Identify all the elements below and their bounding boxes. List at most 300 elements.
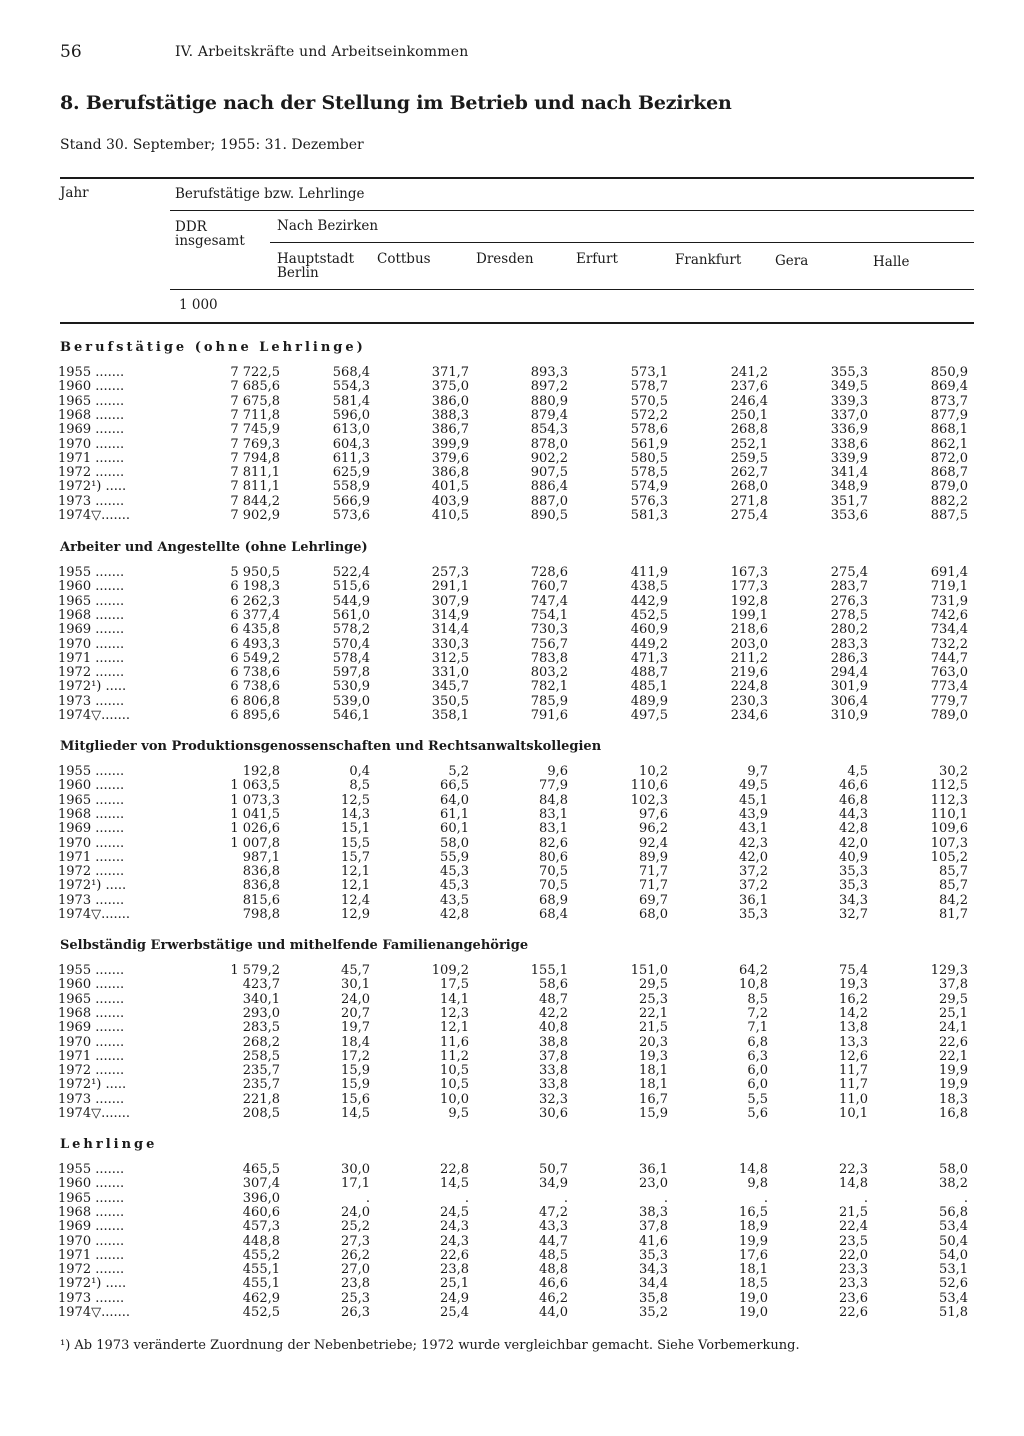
cell-district: 46,6 — [539, 1276, 568, 1292]
table-row — [58, 407, 968, 423]
cell-district: 410,5 — [431, 508, 469, 523]
cell-district: 75,4 — [839, 963, 868, 978]
cell-district: 19,9 — [939, 1077, 968, 1093]
cell-district: . — [763, 1190, 768, 1206]
cell-district: 107,3 — [930, 835, 968, 851]
cell-district: 42,8 — [839, 821, 868, 837]
cell-district: 22,6 — [839, 1305, 868, 1320]
cell-district: 15,9 — [639, 1106, 668, 1121]
cell-district: . — [365, 1190, 370, 1206]
cell-district: 14,8 — [839, 1176, 868, 1192]
cell-district: 25,2 — [341, 1219, 370, 1235]
cell-district: 25,4 — [440, 1305, 469, 1320]
cell-district: 37,8 — [939, 977, 968, 993]
cell-ddr: 798,8 — [242, 907, 280, 922]
cell-district: 893,3 — [530, 365, 568, 380]
cell-ddr: 7 722,5 — [230, 365, 280, 380]
cell-district: 734,4 — [930, 622, 968, 638]
cell-district: 294,4 — [830, 665, 868, 681]
cell-district: 341,4 — [830, 465, 868, 481]
cell-district: 42,8 — [440, 907, 469, 922]
cell-ddr: 423,7 — [242, 977, 280, 993]
cell-district: 70,5 — [539, 864, 568, 880]
cell-district: 24,3 — [440, 1233, 469, 1249]
table-row — [58, 806, 968, 822]
cell-district: 613,0 — [332, 422, 370, 438]
cell-district: 763,0 — [930, 665, 968, 681]
cell-district: 561,9 — [630, 436, 668, 452]
cell-district: 112,3 — [930, 792, 968, 808]
cell-district: 218,6 — [730, 622, 768, 638]
cell-district: 43,3 — [539, 1219, 568, 1235]
cell-district: 23,3 — [839, 1262, 868, 1278]
row-year: 1972¹) ..... — [58, 480, 127, 495]
cell-district: 386,8 — [431, 465, 469, 481]
cell-district: 110,6 — [630, 778, 668, 794]
cell-district: 6,8 — [747, 1034, 768, 1050]
cell-district: 268,8 — [730, 422, 768, 438]
header-rule-top — [60, 177, 974, 179]
cell-district: 16,7 — [639, 1091, 668, 1107]
row-year: 1965 ....... — [58, 394, 125, 409]
cell-district: 719,1 — [930, 579, 968, 595]
cell-district: 488,7 — [630, 665, 668, 681]
cell-district: 43,5 — [440, 892, 469, 908]
cell-ddr: 452,5 — [242, 1305, 280, 1320]
cell-district: 449,2 — [630, 636, 668, 652]
cell-district: 51,8 — [939, 1305, 968, 1320]
table-row — [58, 1290, 968, 1306]
cell-district: 105,2 — [930, 849, 968, 865]
table-row — [58, 1020, 968, 1036]
cell-ddr: 6 435,8 — [230, 622, 280, 638]
table-row — [58, 878, 968, 894]
cell-district: 401,5 — [431, 479, 469, 495]
row-year: 1973 ....... — [58, 494, 125, 509]
header-rule-bottom — [60, 322, 974, 324]
table-row — [58, 450, 968, 466]
row-year: 1971 ....... — [58, 1049, 125, 1064]
row-year: 1960 ....... — [58, 1177, 125, 1192]
cell-district: 12,1 — [341, 878, 370, 894]
cell-ddr: 6 895,6 — [230, 708, 280, 723]
cell-ddr: 6 549,2 — [230, 650, 280, 666]
cell-district: 35,2 — [639, 1305, 668, 1320]
row-year: 1960 ....... — [58, 380, 125, 395]
cell-district: 345,7 — [431, 679, 469, 695]
cell-district: 24,9 — [440, 1290, 469, 1306]
cell-district: 34,3 — [639, 1262, 668, 1278]
cell-ddr: 448,8 — [242, 1233, 280, 1249]
cell-district: 337,0 — [830, 407, 868, 423]
cell-district: 109,2 — [431, 963, 469, 978]
cell-district: 850,9 — [930, 365, 968, 380]
cell-district: 9,6 — [547, 764, 568, 779]
cell-district: 19,9 — [939, 1063, 968, 1079]
row-year: 1969 ....... — [58, 822, 125, 837]
row-year: 1972¹) ..... — [58, 879, 127, 894]
cell-district: 887,0 — [530, 493, 568, 509]
table-row — [58, 607, 968, 623]
table-row — [58, 422, 968, 438]
cell-district: 691,4 — [930, 565, 968, 580]
cell-district: 878,0 — [530, 436, 568, 452]
cell-district: 291,1 — [431, 579, 469, 595]
cell-district: 44,7 — [539, 1233, 568, 1249]
table-row — [58, 365, 968, 380]
cell-district: . — [563, 1190, 568, 1206]
cell-district: 580,5 — [630, 450, 668, 466]
cell-district: 522,4 — [332, 565, 370, 580]
cell-district: 578,2 — [332, 622, 370, 638]
cell-district: 96,2 — [639, 821, 668, 837]
cell-district: 29,5 — [939, 991, 968, 1007]
header-nach-bezirken: Nach Bezirken — [277, 218, 379, 234]
cell-district: 9,5 — [448, 1106, 469, 1121]
table-row — [58, 864, 968, 880]
cell-district: 61,1 — [440, 806, 469, 822]
header-ddr — [175, 220, 245, 248]
cell-district: 348,9 — [830, 479, 868, 495]
cell-district: 314,9 — [431, 607, 469, 623]
table-row — [58, 849, 968, 865]
cell-district: 756,7 — [530, 636, 568, 652]
cell-district: 18,1 — [739, 1262, 768, 1278]
table-row — [58, 764, 968, 779]
cell-district: 12,6 — [839, 1048, 868, 1064]
cell-district: 85,7 — [939, 878, 968, 894]
cell-district: 83,1 — [539, 806, 568, 822]
cell-district: 15,9 — [341, 1063, 370, 1079]
table-row — [58, 379, 968, 395]
row-year: 1960 ....... — [58, 978, 125, 993]
cell-district: 782,1 — [530, 679, 568, 695]
cell-ddr: 7 685,6 — [230, 379, 280, 395]
cell-district: 8,5 — [349, 778, 370, 794]
cell-district: 23,3 — [839, 1276, 868, 1292]
cell-district: 573,6 — [332, 508, 370, 523]
cell-district: 64,0 — [440, 792, 469, 808]
cell-district: 19,7 — [341, 1020, 370, 1036]
header-rule-group — [170, 210, 974, 211]
cell-ddr: 815,6 — [242, 892, 280, 908]
row-year: 1969 ....... — [58, 423, 125, 438]
cell-district: 109,6 — [930, 821, 968, 837]
cell-district: 7,1 — [747, 1020, 768, 1036]
cell-district: 55,9 — [440, 849, 469, 865]
cell-ddr: 6 198,3 — [230, 579, 280, 595]
cell-district: 0,4 — [349, 764, 370, 779]
cell-district: 14,8 — [739, 1162, 768, 1177]
table-row — [58, 991, 968, 1007]
cell-district: 355,3 — [830, 365, 868, 380]
table-row — [58, 679, 968, 695]
row-year: 1972¹) ..... — [58, 680, 127, 695]
cell-district: 53,4 — [939, 1290, 968, 1306]
table-row — [58, 436, 968, 452]
cell-district: 25,3 — [341, 1290, 370, 1306]
cell-district: . — [963, 1190, 968, 1206]
row-year: 1974▽....... — [58, 1306, 131, 1320]
cell-district: 730,3 — [530, 622, 568, 638]
cell-district: 760,7 — [530, 579, 568, 595]
cell-district: 43,1 — [739, 821, 768, 837]
table-row — [58, 493, 968, 509]
row-year: 1960 ....... — [58, 779, 125, 794]
cell-district: 386,0 — [431, 393, 469, 409]
cell-district: 32,3 — [539, 1091, 568, 1107]
cell-district: 19,0 — [739, 1290, 768, 1306]
cell-district: 68,4 — [539, 907, 568, 922]
row-year: 1960 ....... — [58, 580, 125, 595]
cell-district: 17,5 — [440, 977, 469, 993]
table-row — [58, 1091, 968, 1107]
cell-district: 310,9 — [830, 708, 868, 723]
cell-district: 25,3 — [639, 991, 668, 1007]
cell-district: 14,2 — [839, 1005, 868, 1021]
cell-district: 438,5 — [630, 579, 668, 595]
row-year: 1969 ....... — [58, 1021, 125, 1036]
row-year: 1965 ....... — [58, 594, 125, 609]
cell-district: 879,4 — [530, 407, 568, 423]
table-row — [58, 1063, 968, 1079]
row-year: 1972 ....... — [58, 466, 125, 481]
cell-district: 10,1 — [839, 1106, 868, 1121]
table-row — [58, 579, 968, 595]
cell-district: 48,8 — [539, 1262, 568, 1278]
cell-district: 24,1 — [939, 1020, 968, 1036]
table-row — [58, 835, 968, 851]
cell-district: 24,0 — [341, 1204, 370, 1220]
cell-district: 24,5 — [440, 1204, 469, 1220]
cell-district: 44,3 — [839, 806, 868, 822]
cell-district: 38,2 — [939, 1176, 968, 1192]
header-rule-unit — [170, 289, 974, 290]
cell-district: 561,0 — [332, 607, 370, 623]
row-year: 1970 ....... — [58, 637, 125, 652]
cell-district: 19,0 — [739, 1305, 768, 1320]
cell-district: 25,1 — [440, 1276, 469, 1292]
cell-district: 728,6 — [530, 565, 568, 580]
cell-district: 785,9 — [530, 693, 568, 709]
cell-district: 66,5 — [440, 778, 469, 794]
cell-district: 530,9 — [332, 679, 370, 695]
cell-ddr: 258,5 — [242, 1048, 280, 1064]
cell-district: 872,0 — [930, 450, 968, 466]
table-row — [58, 821, 968, 837]
cell-district: 546,1 — [332, 708, 370, 723]
cell-district: 84,8 — [539, 792, 568, 808]
cell-ddr: 235,7 — [242, 1063, 280, 1079]
cell-district: 15,5 — [341, 835, 370, 851]
header-district-dresden: Dresden — [476, 251, 534, 267]
cell-district: 868,1 — [930, 422, 968, 438]
cell-district: 81,7 — [939, 907, 968, 922]
cell-district: 23,8 — [341, 1276, 370, 1292]
cell-district: 22,6 — [440, 1247, 469, 1263]
cell-district: 27,0 — [341, 1262, 370, 1278]
cell-ddr: 7 844,2 — [230, 493, 280, 509]
cell-ddr: 1 041,5 — [230, 806, 280, 822]
table-row — [58, 892, 968, 908]
cell-district: 15,9 — [341, 1077, 370, 1093]
header-rule-districts — [270, 242, 974, 243]
row-year: 1974▽....... — [58, 1107, 131, 1121]
row-year: 1968 ....... — [58, 408, 125, 423]
cell-district: 11,7 — [839, 1063, 868, 1079]
cell-district: 880,9 — [530, 393, 568, 409]
cell-district: 49,5 — [739, 778, 768, 794]
cell-district: 45,3 — [440, 878, 469, 894]
cell-district: 250,1 — [730, 407, 768, 423]
cell-district: 902,2 — [530, 450, 568, 466]
cell-district: 33,8 — [539, 1063, 568, 1079]
table-row — [58, 665, 968, 681]
cell-district: 566,9 — [332, 493, 370, 509]
cell-district: 203,0 — [730, 636, 768, 652]
cell-ddr: 836,8 — [242, 878, 280, 894]
cell-ddr: 192,8 — [242, 764, 280, 779]
cell-district: 351,7 — [830, 493, 868, 509]
cell-district: 868,7 — [930, 465, 968, 481]
cell-district: 22,1 — [639, 1005, 668, 1021]
table-row — [58, 479, 968, 495]
cell-district: 779,7 — [930, 693, 968, 709]
cell-district: 24,0 — [341, 991, 370, 1007]
header-district-berlin — [277, 252, 354, 280]
cell-district: 24,3 — [440, 1219, 469, 1235]
cell-district: 37,8 — [539, 1048, 568, 1064]
row-year: 1973 ....... — [58, 694, 125, 709]
cell-ddr: 340,1 — [242, 991, 280, 1007]
cell-district: 30,6 — [539, 1106, 568, 1121]
cell-ddr: 6 806,8 — [230, 693, 280, 709]
cell-district: 581,4 — [332, 393, 370, 409]
header-ddr-line1: DDR — [175, 219, 207, 235]
cell-district: 84,2 — [939, 892, 968, 908]
cell-district: 64,2 — [739, 963, 768, 978]
table-row — [58, 778, 968, 794]
header-district-cottbus: Cottbus — [377, 251, 431, 267]
cell-district: 570,4 — [332, 636, 370, 652]
cell-district: 280,2 — [830, 622, 868, 638]
table-row — [58, 636, 968, 652]
cell-district: 338,6 — [830, 436, 868, 452]
cell-district: 41,6 — [639, 1233, 668, 1249]
cell-district: 5,2 — [448, 764, 469, 779]
cell-district: 18,3 — [939, 1091, 968, 1107]
cell-district: 77,9 — [539, 778, 568, 794]
cell-district: 12,9 — [341, 907, 370, 922]
table-row — [58, 1077, 968, 1093]
cell-district: 53,4 — [939, 1219, 968, 1235]
row-year: 1971 ....... — [58, 651, 125, 666]
cell-ddr: 457,3 — [242, 1219, 280, 1235]
cell-district: 460,9 — [630, 622, 668, 638]
cell-district: 110,1 — [930, 806, 968, 822]
cell-district: 10,5 — [440, 1063, 469, 1079]
table-row — [58, 593, 968, 609]
cell-district: 32,7 — [839, 907, 868, 922]
row-year: 1968 ....... — [58, 608, 125, 623]
cell-district: 18,9 — [739, 1219, 768, 1235]
cell-district: 167,3 — [730, 565, 768, 580]
cell-district: 54,0 — [939, 1247, 968, 1263]
cell-district: 219,6 — [730, 665, 768, 681]
cell-ddr: 307,4 — [242, 1176, 280, 1192]
cell-district: 29,5 — [639, 977, 668, 993]
row-year: 1970 ....... — [58, 437, 125, 452]
cell-district: 58,0 — [939, 1162, 968, 1177]
cell-district: 312,5 — [431, 650, 469, 666]
cell-ddr: 987,1 — [242, 849, 280, 865]
cell-ddr: 7 811,1 — [230, 465, 280, 481]
cell-district: 558,9 — [332, 479, 370, 495]
row-year: 1955 ....... — [58, 566, 125, 580]
cell-district: 23,8 — [440, 1262, 469, 1278]
cell-district: 38,8 — [539, 1034, 568, 1050]
cell-ddr: 7 902,9 — [230, 508, 280, 523]
cell-district: 23,5 — [839, 1233, 868, 1249]
cell-district: 46,6 — [839, 778, 868, 794]
cell-district: 40,8 — [539, 1020, 568, 1036]
cell-district: 596,0 — [332, 407, 370, 423]
cell-ddr: 1 579,2 — [230, 963, 280, 978]
header-jahr: Jahr — [60, 185, 89, 201]
cell-district: 283,7 — [830, 579, 868, 595]
cell-district: 5,6 — [747, 1106, 768, 1121]
cell-district: 574,9 — [630, 479, 668, 495]
cell-district: 7,2 — [747, 1005, 768, 1021]
cell-district: 379,6 — [431, 450, 469, 466]
cell-district: 58,0 — [440, 835, 469, 851]
cell-district: 42,0 — [839, 835, 868, 851]
cell-district: 22,0 — [839, 1247, 868, 1263]
row-year: 1955 ....... — [58, 1163, 125, 1177]
cell-ddr: 7 711,8 — [230, 407, 280, 423]
cell-ddr: 7 769,3 — [230, 436, 280, 452]
table-row — [58, 1233, 968, 1249]
cell-district: 10,5 — [440, 1077, 469, 1093]
cell-ddr: 396,0 — [242, 1190, 280, 1206]
header-district-frankfurt: Frankfurt — [675, 252, 742, 268]
cell-ddr: 465,5 — [242, 1162, 280, 1177]
row-year: 1972 ....... — [58, 1263, 125, 1278]
cell-district: 58,6 — [539, 977, 568, 993]
table-row — [58, 1034, 968, 1050]
cell-ddr: 7 745,9 — [230, 422, 280, 438]
header-group: Berufstätige bzw. Lehrlinge — [175, 186, 365, 202]
cell-ddr: 7 675,8 — [230, 393, 280, 409]
table-row — [58, 1247, 968, 1263]
cell-district: 85,7 — [939, 864, 968, 880]
cell-district: 10,8 — [739, 977, 768, 993]
cell-district: 754,1 — [530, 607, 568, 623]
cell-district: 48,5 — [539, 1247, 568, 1263]
cell-district: 578,7 — [630, 379, 668, 395]
table-row — [58, 693, 968, 709]
cell-district: 578,4 — [332, 650, 370, 666]
cell-district: 452,5 — [630, 607, 668, 623]
cell-district: 4,5 — [847, 764, 868, 779]
cell-district: 9,8 — [747, 1176, 768, 1192]
cell-district: 16,2 — [839, 991, 868, 1007]
cell-district: 50,4 — [939, 1233, 968, 1249]
page-number: 56 — [60, 42, 82, 62]
cell-ddr: 6 738,6 — [230, 679, 280, 695]
cell-district: 52,6 — [939, 1276, 968, 1292]
cell-district: 40,9 — [839, 849, 868, 865]
